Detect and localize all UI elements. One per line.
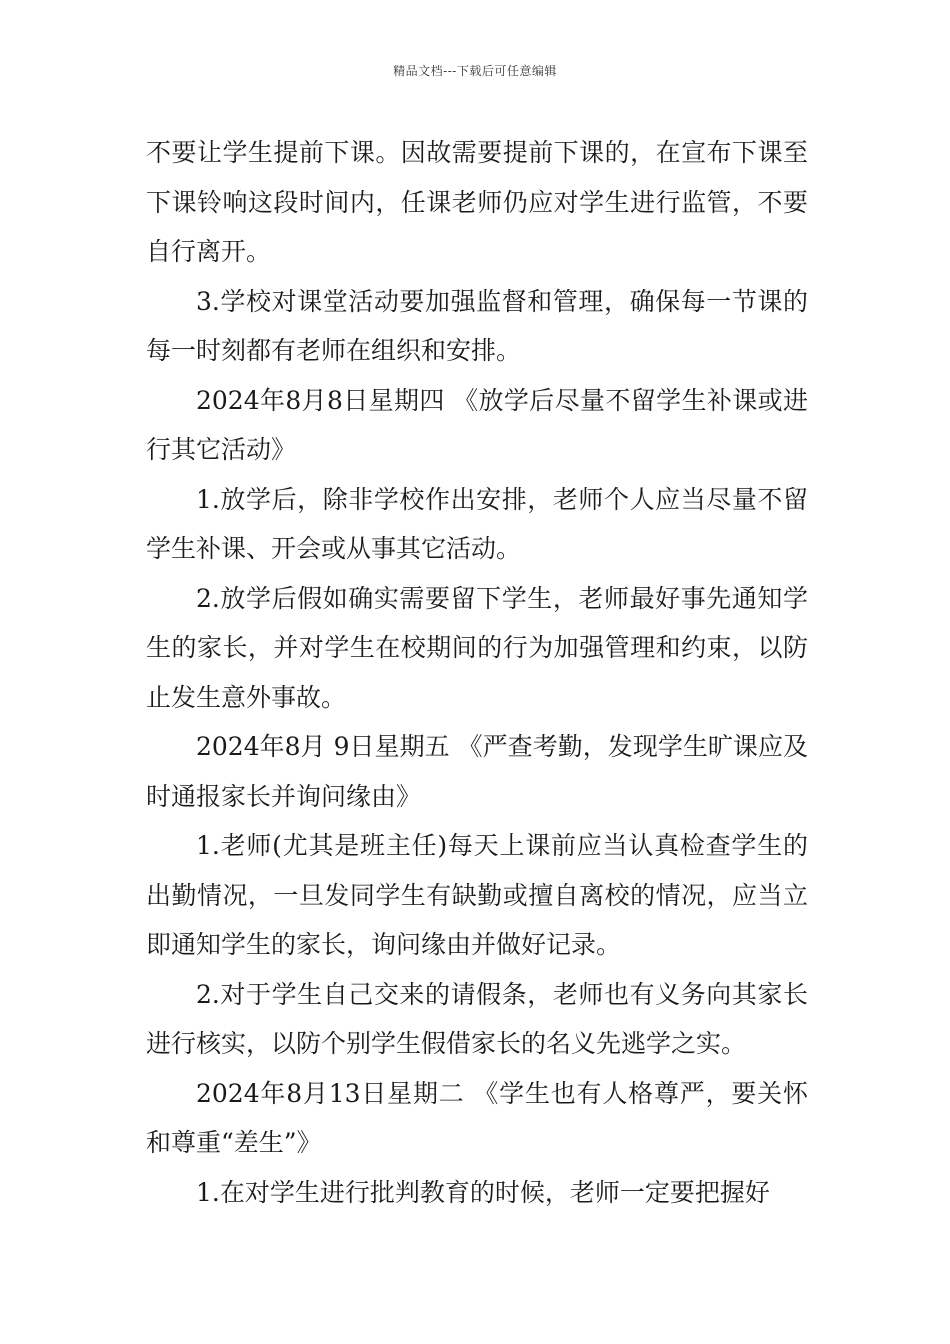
paragraph-item-2: 2.放学后假如确实需要留下学生，老师最好事先通知学生的家长，并对学生在校期间的行为加强管理和约束，以防止发生意外事故。: [146, 583, 808, 712]
page-header: 精品文档---下载后可任意编辑: [393, 64, 557, 78]
paragraph-item-1: 1.在对学生进行批判教育的时候，老师一定要把握好: [196, 1177, 770, 1207]
section-heading-aug-13: 2024年8月13日星期二 《学生也有人格尊严，要关怀和尊重“差生”》: [146, 1078, 808, 1157]
paragraph-item-1: 1.老师(尤其是班主任)每天上课前应当认真检查学生的出勤情况，一旦发同学生有缺勤或擅自离校的情况，应当立即通知学生的家长，询问缘由并做好记录。: [146, 831, 808, 959]
paragraph-continuation: 不要让学生提前下课。因故需要提前下课的，在宣布下课至下课铃响这段时间内，任课老师仍应对学生进行监管，不要自行离开。: [146, 138, 808, 266]
section-heading-aug-9: 2024年8月 9日星期五 《严查考勤，发现学生旷课应及时通报家长并询问缘由》: [146, 732, 808, 811]
paragraph-item-2: 2.对于学生自己交来的请假条，老师也有义务向其家长进行核实，以防个别学生假借家长的名义先逃学之实。: [146, 979, 808, 1058]
section-heading-aug-8: 2024年8月8日星期四 《放学后尽量不留学生补课或进行其它活动》: [146, 385, 808, 464]
document-body: [146, 128, 808, 1217]
paragraph-item-1: 1.放学后，除非学校作出安排，老师个人应当尽量不留学生补课、开会或从事其它活动。: [146, 484, 808, 563]
paragraph-item-3: 3.学校对课堂活动要加强监督和管理，确保每一节课的每一时刻都有老师在组织和安排。: [146, 286, 808, 365]
